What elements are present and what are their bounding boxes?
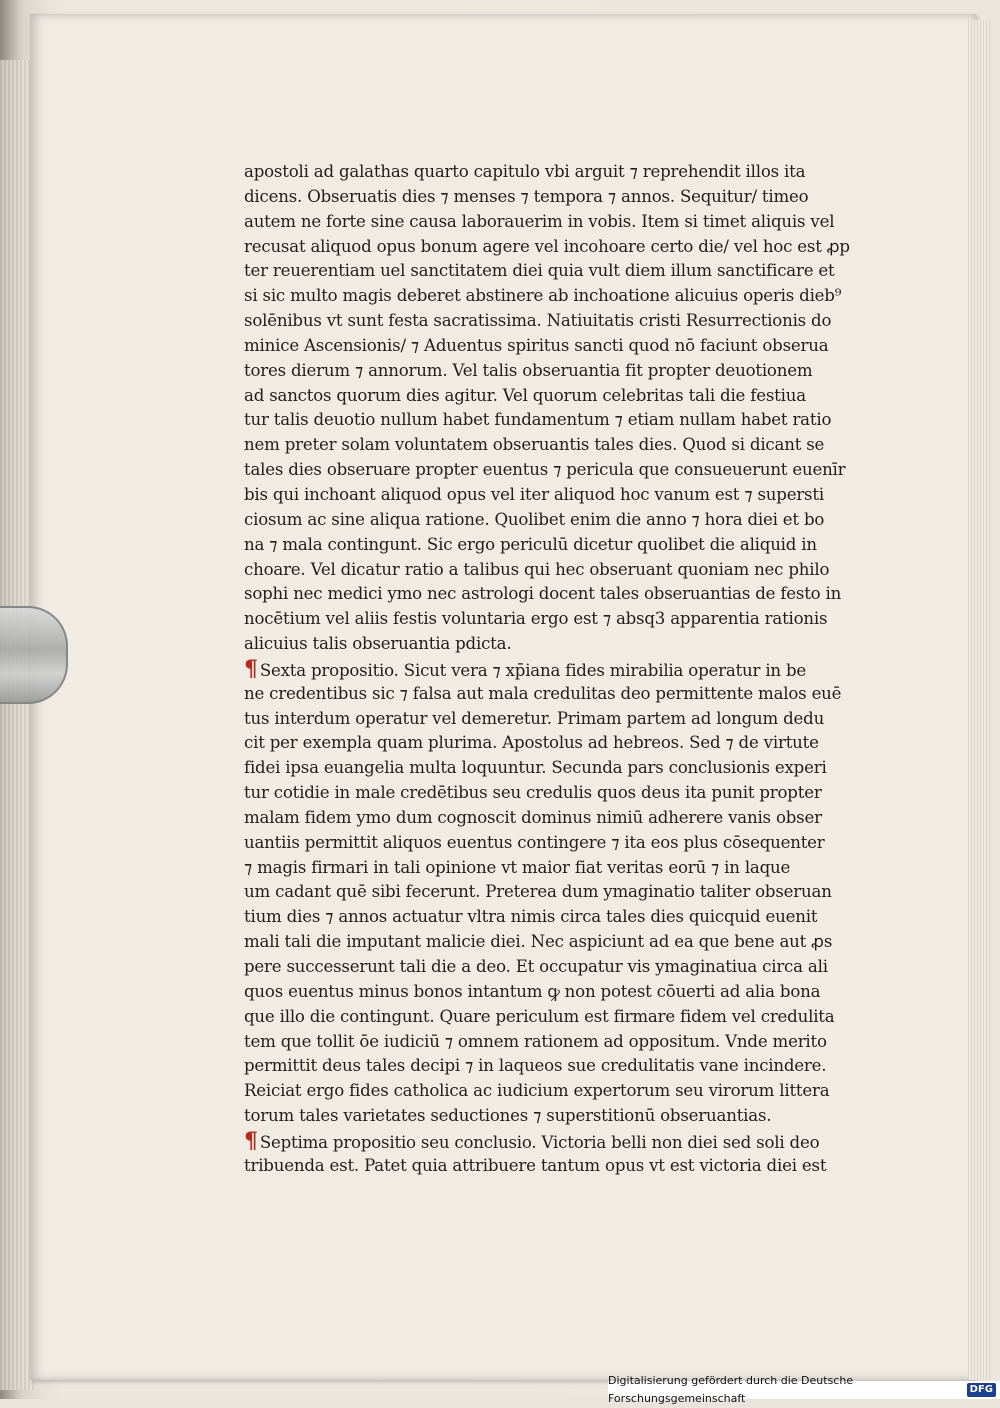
text-line: quos euentus minus bonos intantum ꝙ non potest cōuerti ad alia bona bbox=[244, 981, 821, 1001]
text-line: ne credentibus sic ⁊ falsa aut mala credulitas deo permittente malos euē bbox=[244, 683, 842, 703]
text-line: tem que tollit ōe iudiciū ⁊ omnem rationem ad oppositum. Vnde merito bbox=[244, 1031, 827, 1051]
text-line: torum tales varietates seductiones ⁊ superstitionū obseruantias. bbox=[244, 1106, 772, 1126]
text-line: minice Ascensionis/ ⁊ Aduentus spiritus sancti quod nō faciunt obserua bbox=[244, 335, 829, 355]
text-line: tores dierum ⁊ annorum. Vel talis obseruantia fit propter deuotionem bbox=[244, 360, 813, 380]
text-line: ad sanctos quorum dies agitur. Vel quorum celebritas tali die festiua bbox=[244, 385, 806, 405]
text-line: fidei ipsa euangelia multa loquuntur. Secunda pars conclusionis experi bbox=[244, 758, 827, 778]
text-line: tur cotidie in male credētibus seu credulis quos deus ita punit propter bbox=[244, 783, 822, 803]
text-line: tribuenda est. Patet quia attribuere tantum opus vt est victoria diei est bbox=[244, 1155, 827, 1175]
text-line: Septima propositio seu conclusio. Victoria belli non diei sed soli deo bbox=[259, 1132, 820, 1152]
text-line: que illo die contingunt. Quare periculum est firmare fidem vel credulita bbox=[244, 1006, 835, 1026]
text-line: choare. Vel dicatur ratio a talibus qui hec obseruant quoniam nec philo bbox=[244, 559, 830, 579]
left-page-stack bbox=[0, 60, 34, 1390]
text-line: tur talis deuotio nullum habet fundamentum ⁊ etiam nullam habet ratio bbox=[244, 410, 832, 430]
text-line: pere successerunt tali die a deo. Et occupatur vis ymaginatiua circa ali bbox=[244, 957, 828, 976]
page-edge bbox=[968, 20, 990, 1380]
text-line: apostoli ad galathas quarto capitulo vbi arguit ⁊ reprehendit illos ita bbox=[244, 162, 806, 181]
text-line: permittit deus tales decipi ⁊ in laqueos sue credulitatis vane incindere. bbox=[244, 1056, 827, 1076]
text-line: tales dies obseruare propter euentus ⁊ pericula que consueuerunt euenīr bbox=[244, 460, 846, 480]
paragraph-start-line bbox=[244, 657, 854, 682]
text-line: tium dies ⁊ annos actuatur vltra nimis circa tales dies quicquid euenit bbox=[244, 907, 818, 927]
text-line: nocētium vel aliis festis voluntaria ergo est ⁊ absq3 apparentia rationis bbox=[244, 609, 828, 629]
text-line: malam fidem ymo dum cognoscit dominus nimiū adherere vanis obser bbox=[244, 807, 822, 827]
text-line: ⁊ magis firmari in tali opinione vt maior fiat veritas eorū ⁊ in laque bbox=[244, 857, 791, 877]
text-line: uantiis permittit aliquos euentus contingere ⁊ ita eos plus cōsequenter bbox=[244, 832, 825, 852]
text-line: si sic multo magis deberet abstinere ab inchoatione alicuius operis dieb⁹ bbox=[244, 286, 842, 306]
text-line: recusat aliquod opus bonum agere vel incohoare certo die/ vel hoc est ꝓp bbox=[244, 236, 850, 256]
paragraph-mark: ¶ bbox=[244, 1128, 258, 1154]
footer-credit-bar bbox=[608, 1374, 1000, 1405]
dfg-logo: DFG bbox=[967, 1383, 996, 1397]
text-line: solēnibus vt sunt festa sacratissima. Natiuitatis cristi Resurrectionis do bbox=[244, 311, 832, 331]
text-line: ter reuerentiam uel sanctitatem diei quia vult diem illum sanctificare et bbox=[244, 261, 835, 281]
text-line: tus interdum operatur vel demeretur. Primam partem ad longum dedu bbox=[244, 708, 825, 728]
text-line: bis qui inchoant aliquod opus vel iter aliquod hoc vanum est ⁊ supersti bbox=[244, 484, 824, 504]
footer-credit-text: Digitalisierung gefördert durch die Deutsche Forschungsgemeinschaft bbox=[608, 1374, 854, 1405]
text-line: Reiciat ergo fides catholica ac iudicium expertorum seu virorum littera bbox=[244, 1081, 830, 1101]
text-line: sophi nec medici ymo nec astrologi docent tales obseruantias de festo in bbox=[244, 584, 842, 604]
text-line: mali tali die imputant malicie diei. Nec aspiciunt ad ea que bene aut ꝓs bbox=[244, 932, 833, 952]
text-line: alicuius talis obseruantia pdicta. bbox=[244, 634, 512, 654]
text-line: cit per exempla quam plurima. Apostolus ad hebreos. Sed ⁊ de virtute bbox=[244, 733, 819, 753]
page-clip bbox=[0, 606, 68, 704]
text-line: na ⁊ mala contingunt. Sic ergo periculū dicetur quolibet die aliquid in bbox=[244, 534, 817, 554]
text-line: Sexta propositio. Sicut vera ⁊ xp̄iana fides mirabilia operatur in be bbox=[259, 660, 807, 680]
paragraph-start-line bbox=[244, 1129, 854, 1154]
text-line: um cadant quē sibi fecerunt. Preterea dum ymaginatio taliter obseruan bbox=[244, 882, 832, 902]
text-line: ciosum ac sine aliqua ratione. Quolibet enim die anno ⁊ hora diei et bo bbox=[244, 509, 825, 529]
text-line: autem ne forte sine causa laborauerim in vobis. Item si timet aliquis vel bbox=[244, 211, 835, 231]
paragraph-mark: ¶ bbox=[244, 656, 258, 682]
text-column bbox=[244, 160, 854, 1179]
text-line: dicens. Obseruatis dies ⁊ menses ⁊ tempora ⁊ annos. Sequitur/ timeo bbox=[244, 186, 809, 206]
text-line: nem preter solam voluntatem obseruantis tales dies. Quod si dicant se bbox=[244, 435, 825, 455]
